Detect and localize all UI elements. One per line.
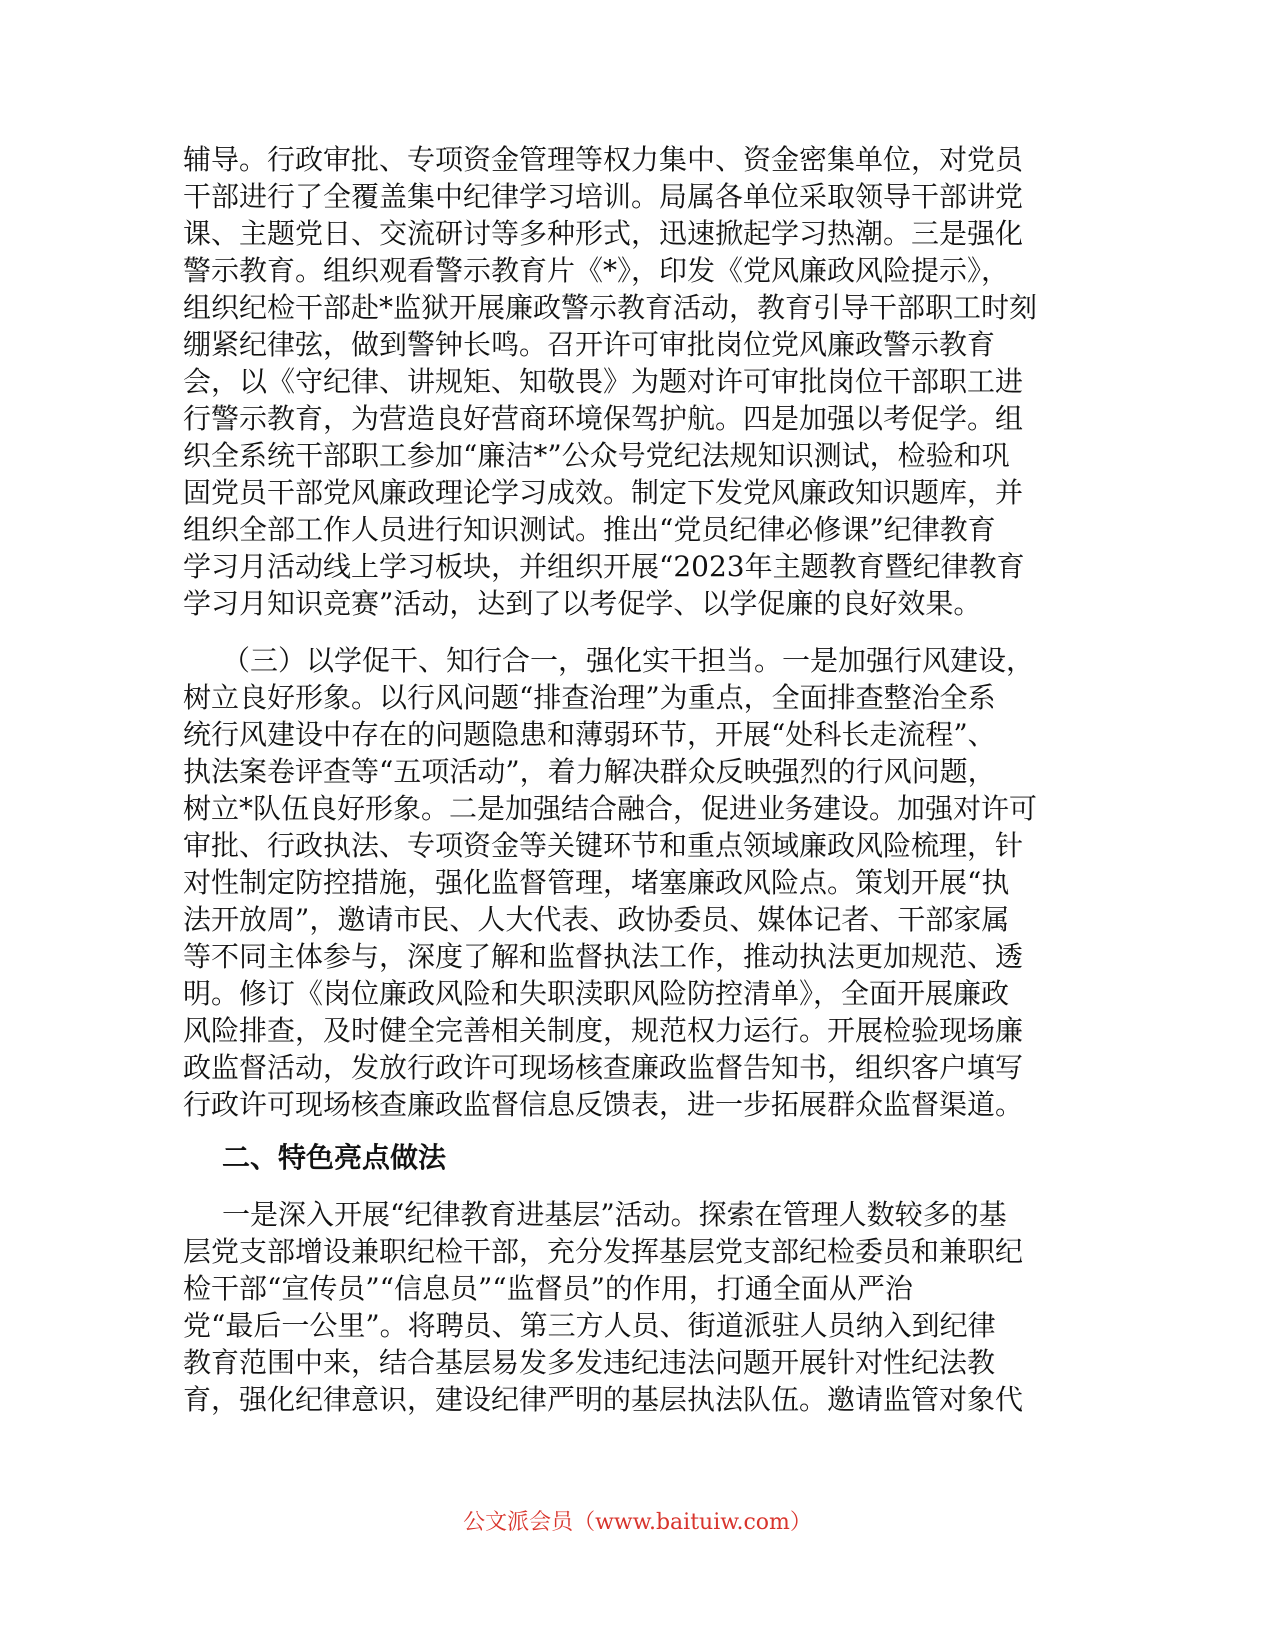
paragraph-1-line-8: 行警示教育，为营造良好营商环境保驾护航。四是加强以考促学。组 bbox=[183, 402, 1024, 435]
paragraph-3-line-5: 教育范围中来，结合基层易发多发违纪违法问题开展针对性纪法教 bbox=[183, 1346, 996, 1379]
paragraph-2-line-2: 树立良好形象。以行风问题“排查治理”为重点，全面排查整治全系 bbox=[183, 681, 996, 714]
paragraph-1-line-7: 会，以《守纪律、讲规矩、知敬畏》为题对许可审批岗位干部职工进 bbox=[183, 365, 1024, 398]
section-heading: 二、特色亮点做法 bbox=[222, 1141, 447, 1174]
paragraph-1-line-1: 辅导。行政审批、专项资金管理等权力集中、资金密集单位，对党员 bbox=[183, 143, 1024, 176]
paragraph-2-line-8: 法开放周”，邀请市民、人大代表、政协委员、媒体记者、干部家属 bbox=[183, 903, 1010, 936]
paragraph-2-line-10: 明。修订《岗位廉政风险和失职渎职风险防控清单》，全面开展廉政 bbox=[183, 977, 1010, 1010]
paragraph-2-line-1: （三）以学促干、知行合一，强化实干担当。一是加强行风建设， bbox=[222, 644, 1035, 677]
paragraph-1-line-4: 警示教育。组织观看警示教育片《*》，印发《党风廉政风险提示》， bbox=[183, 254, 1010, 287]
paragraph-3-line-6: 育，强化纪律意识，建设纪律严明的基层执法队伍。邀请监管对象代 bbox=[183, 1383, 1024, 1416]
paragraph-2-line-11: 风险排查，及时健全完善相关制度，规范权力运行。开展检验现场廉 bbox=[183, 1014, 1024, 1047]
paragraph-2-line-3: 统行风建设中存在的问题隐患和薄弱环节，开展“处科长走流程”、 bbox=[183, 718, 996, 751]
paragraph-1-line-2: 干部进行了全覆盖集中纪律学习培训。局属各单位采取领导干部讲党 bbox=[183, 180, 1024, 213]
paragraph-2-line-13: 行政许可现场核查廉政监督信息反馈表，进一步拓展群众监督渠道。 bbox=[183, 1088, 1024, 1121]
paragraph-3-line-1: 一是深入开展“纪律教育进基层”活动。探索在管理人数较多的基 bbox=[222, 1198, 1007, 1231]
paragraph-1-line-6: 绷紧纪律弦，做到警钟长鸣。召开许可审批岗位党风廉政警示教育 bbox=[183, 328, 996, 361]
paragraph-1-line-3: 课、主题党日、交流研讨等多种形式，迅速掀起学习热潮。三是强化 bbox=[183, 217, 1024, 250]
paragraph-1-line-5: 组织纪检干部赴*监狱开展廉政警示教育活动，教育引导干部职工时刻 bbox=[183, 291, 1038, 324]
paragraph-3-line-4: 党“最后一公里”。将聘员、第三方人员、街道派驻人员纳入到纪律 bbox=[183, 1309, 996, 1342]
paragraph-2-line-12: 政监督活动，发放行政许可现场核查廉政监督告知书，组织客户填写 bbox=[183, 1051, 1024, 1084]
paragraph-3-line-2: 层党支部增设兼职纪检干部，充分发挥基层党支部纪检委员和兼职纪 bbox=[183, 1235, 1024, 1268]
paragraph-1-line-10: 固党员干部党风廉政理论学习成效。制定下发党风廉政知识题库，并 bbox=[183, 476, 1024, 509]
paragraph-2-line-7: 对性制定防控措施，强化监督管理，堵塞廉政风险点。策划开展“执 bbox=[183, 866, 1010, 899]
paragraph-3-line-3: 检干部“宣传员”“信息员”“监督员”的作用，打通全面从严治 bbox=[183, 1272, 913, 1305]
paragraph-1-line-9: 织全系统干部职工参加“廉洁*”公众号党纪法规知识测试，检验和巩 bbox=[183, 439, 1010, 472]
paragraph-2-line-4: 执法案卷评查等“五项活动”，着力解决群众反映强烈的行风问题， bbox=[183, 755, 996, 788]
footer-link[interactable]: 公文派会员（www.baituiw.com） bbox=[463, 1510, 812, 1535]
paragraph-2-line-9: 等不同主体参与，深度了解和监督执法工作，推动执法更加规范、透 bbox=[183, 940, 1024, 973]
paragraph-1-line-13: 学习月知识竞赛”活动，达到了以考促学、以学促廉的良好效果。 bbox=[183, 587, 982, 620]
paragraph-2-line-5: 树立*队伍良好形象。二是加强结合融合，促进业务建设。加强对许可 bbox=[183, 792, 1038, 825]
paragraph-1-line-11: 组织全部工作人员进行知识测试。推出“党员纪律必修课”纪律教育 bbox=[183, 513, 996, 546]
paragraph-1-line-12: 学习月活动线上学习板块，并组织开展“2023年主题教育暨纪律教育 bbox=[183, 550, 1025, 583]
paragraph-2-line-6: 审批、行政执法、专项资金等关键环节和重点领域廉政风险梳理，针 bbox=[183, 829, 1024, 862]
